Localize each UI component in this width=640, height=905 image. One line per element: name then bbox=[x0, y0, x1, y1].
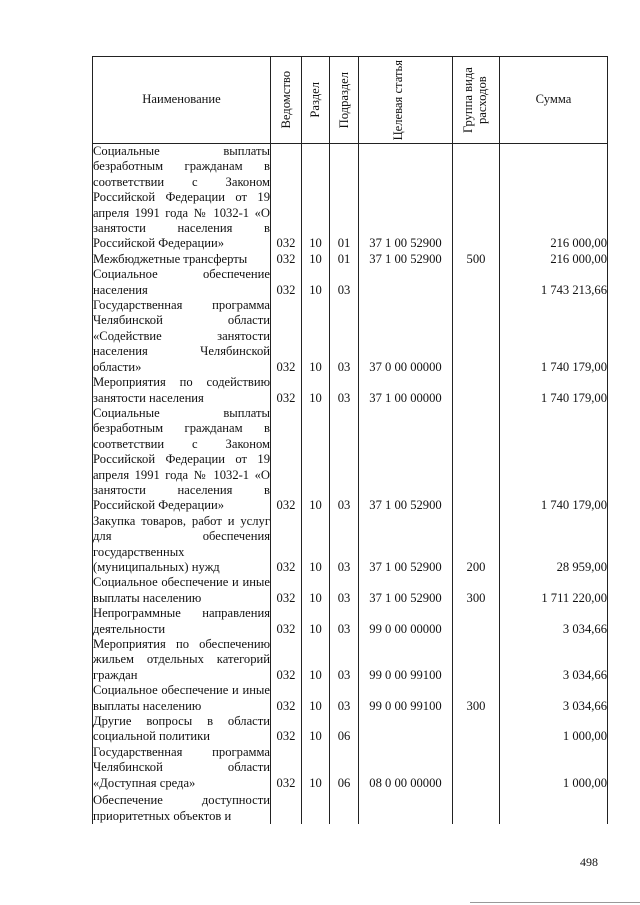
row-name: Социальное обеспечение и иные выплаты населению bbox=[93, 683, 270, 713]
table-row bbox=[93, 298, 608, 375]
row-section: 10 bbox=[302, 683, 330, 714]
row-expense-group bbox=[453, 298, 500, 375]
row-subsection bbox=[330, 791, 359, 824]
table-row bbox=[93, 514, 608, 576]
table-row bbox=[93, 714, 608, 745]
row-target: 37 1 00 52900 bbox=[359, 252, 453, 267]
row-department: 032 bbox=[271, 714, 302, 745]
row-section: 10 bbox=[302, 267, 330, 298]
row-amount bbox=[500, 791, 608, 824]
row-department: 032 bbox=[271, 514, 302, 576]
row-amount: 28 959,00 bbox=[500, 514, 608, 576]
row-name: Непрограммные направления деятельности bbox=[93, 606, 270, 636]
header-amount: Сумма bbox=[500, 57, 608, 144]
row-section: 10 bbox=[302, 606, 330, 637]
row-target: 37 0 00 00000 bbox=[359, 298, 453, 375]
row-department: 032 bbox=[271, 606, 302, 637]
row-section: 10 bbox=[302, 252, 330, 267]
header-section-label: Раздел bbox=[308, 82, 322, 118]
row-expense-group bbox=[453, 637, 500, 683]
row-section: 10 bbox=[302, 714, 330, 745]
row-name: Мероприятия по содействию занятости населения bbox=[93, 375, 270, 405]
row-amount: 1 000,00 bbox=[500, 714, 608, 745]
row-section: 10 bbox=[302, 637, 330, 683]
row-target: 08 0 00 00000 bbox=[359, 745, 453, 791]
row-target: 37 1 00 52900 bbox=[359, 575, 453, 606]
row-subsection: 03 bbox=[330, 683, 359, 714]
row-expense-group bbox=[453, 791, 500, 824]
row-amount: 1 740 179,00 bbox=[500, 298, 608, 375]
row-expense-group bbox=[453, 267, 500, 298]
row-subsection: 06 bbox=[330, 714, 359, 745]
header-expense-group bbox=[453, 57, 500, 144]
row-amount: 1 743 213,66 bbox=[500, 267, 608, 298]
budget-table bbox=[92, 56, 608, 824]
table-row bbox=[93, 144, 608, 252]
row-name: Межбюджетные трансферты bbox=[93, 252, 271, 267]
row-name: Социальное обеспечение населения bbox=[93, 267, 270, 297]
row-target: 37 1 00 00000 bbox=[359, 375, 453, 406]
row-section: 10 bbox=[302, 575, 330, 606]
row-expense-group: 300 bbox=[453, 575, 500, 606]
footer-rule bbox=[470, 902, 640, 903]
row-expense-group bbox=[453, 745, 500, 791]
row-target bbox=[359, 714, 453, 745]
header-target bbox=[359, 57, 453, 144]
row-name: Социальные выплаты безработным гражданам в соответствии с Законом Российской Федерации от 19 апреля 1991 года № 1032-1 «О занятости населения в Российской Федерации» bbox=[93, 405, 270, 513]
row-department: 032 bbox=[271, 575, 302, 606]
table-row bbox=[93, 791, 608, 824]
row-amount: 216 000,00 bbox=[500, 252, 608, 267]
row-name: Социальное обеспечение и иные выплаты населению bbox=[93, 575, 270, 605]
row-subsection: 03 bbox=[330, 298, 359, 375]
row-name: Государственная программа Челябинской области «Содействие занятости населения Челябинской области» bbox=[93, 298, 270, 374]
row-subsection: 03 bbox=[330, 514, 359, 576]
row-target: 99 0 00 00000 bbox=[359, 606, 453, 637]
row-target: 37 1 00 52900 bbox=[359, 406, 453, 514]
table-header-row bbox=[93, 57, 608, 144]
row-department: 032 bbox=[271, 144, 302, 252]
row-expense-group: 500 bbox=[453, 252, 500, 267]
header-subsection bbox=[330, 57, 359, 144]
row-expense-group bbox=[453, 406, 500, 514]
header-target-label: Целевая статья bbox=[390, 59, 405, 141]
row-expense-group bbox=[453, 714, 500, 745]
row-target: 37 1 00 52900 bbox=[359, 514, 453, 576]
row-department: 032 bbox=[271, 406, 302, 514]
header-expense-group-label: Группа вида расходов bbox=[461, 67, 489, 133]
row-subsection: 01 bbox=[330, 252, 359, 267]
header-department bbox=[271, 57, 302, 144]
row-amount: 3 034,66 bbox=[500, 637, 608, 683]
header-department-label: Ведомство bbox=[278, 71, 293, 129]
table-row bbox=[93, 267, 608, 298]
row-subsection: 03 bbox=[330, 575, 359, 606]
table-row bbox=[93, 575, 608, 606]
row-section: 10 bbox=[302, 298, 330, 375]
row-section: 10 bbox=[302, 745, 330, 791]
row-subsection: 03 bbox=[330, 375, 359, 406]
table-row bbox=[93, 606, 608, 637]
row-name: Другие вопросы в области социальной политики bbox=[93, 714, 270, 744]
row-amount: 3 034,66 bbox=[500, 606, 608, 637]
row-name: Социальные выплаты безработным гражданам в соответствии с Законом Российской Федерации от 19 апреля 1991 года № 1032-1 «О занятости населения в Российской Федерации» bbox=[93, 144, 270, 251]
row-amount: 216 000,00 bbox=[500, 144, 608, 252]
row-target bbox=[359, 791, 453, 824]
table-row bbox=[93, 375, 608, 406]
header-subsection-label: Подраздел bbox=[336, 71, 351, 129]
row-section bbox=[302, 791, 330, 824]
row-amount: 1 000,00 bbox=[500, 745, 608, 791]
page-number: 498 bbox=[580, 855, 598, 869]
row-name: Государственная программа Челябинской области «Доступная среда» bbox=[93, 744, 270, 790]
header-name: Наименование bbox=[93, 57, 271, 144]
row-target bbox=[359, 267, 453, 298]
row-department: 032 bbox=[271, 267, 302, 298]
row-subsection: 03 bbox=[330, 637, 359, 683]
row-target: 37 1 00 52900 bbox=[359, 144, 453, 252]
row-expense-group: 200 bbox=[453, 514, 500, 576]
table-body bbox=[93, 144, 608, 825]
row-subsection: 03 bbox=[330, 267, 359, 298]
row-amount: 1 740 179,00 bbox=[500, 375, 608, 406]
row-department: 032 bbox=[271, 298, 302, 375]
row-name: Обеспечение доступности приоритетных объектов и bbox=[93, 791, 271, 824]
row-subsection: 06 bbox=[330, 745, 359, 791]
row-expense-group bbox=[453, 144, 500, 252]
row-department: 032 bbox=[271, 683, 302, 714]
row-department: 032 bbox=[271, 375, 302, 406]
row-name: Закупка товаров, работ и услуг для обеспечения государственных (муниципальных) нужд bbox=[93, 513, 270, 574]
row-department: 032 bbox=[271, 745, 302, 791]
row-section: 10 bbox=[302, 144, 330, 252]
header-section bbox=[302, 57, 330, 144]
row-expense-group bbox=[453, 375, 500, 406]
table-row bbox=[93, 745, 608, 791]
row-target: 99 0 00 99100 bbox=[359, 637, 453, 683]
row-subsection: 03 bbox=[330, 406, 359, 514]
row-expense-group bbox=[453, 606, 500, 637]
row-department: 032 bbox=[271, 252, 302, 267]
table-row bbox=[93, 406, 608, 514]
row-subsection: 03 bbox=[330, 606, 359, 637]
row-amount: 1 711 220,00 bbox=[500, 575, 608, 606]
table-row bbox=[93, 637, 608, 683]
row-department: 032 bbox=[271, 637, 302, 683]
table-row bbox=[93, 683, 608, 714]
table-row bbox=[93, 252, 608, 267]
row-section: 10 bbox=[302, 375, 330, 406]
row-name: Мероприятия по обеспечению жильем отдельных категорий граждан bbox=[93, 637, 270, 682]
row-department bbox=[271, 791, 302, 824]
row-section: 10 bbox=[302, 406, 330, 514]
row-section: 10 bbox=[302, 514, 330, 576]
row-amount: 1 740 179,00 bbox=[500, 406, 608, 514]
row-expense-group: 300 bbox=[453, 683, 500, 714]
row-target: 99 0 00 99100 bbox=[359, 683, 453, 714]
row-amount: 3 034,66 bbox=[500, 683, 608, 714]
row-subsection: 01 bbox=[330, 144, 359, 252]
